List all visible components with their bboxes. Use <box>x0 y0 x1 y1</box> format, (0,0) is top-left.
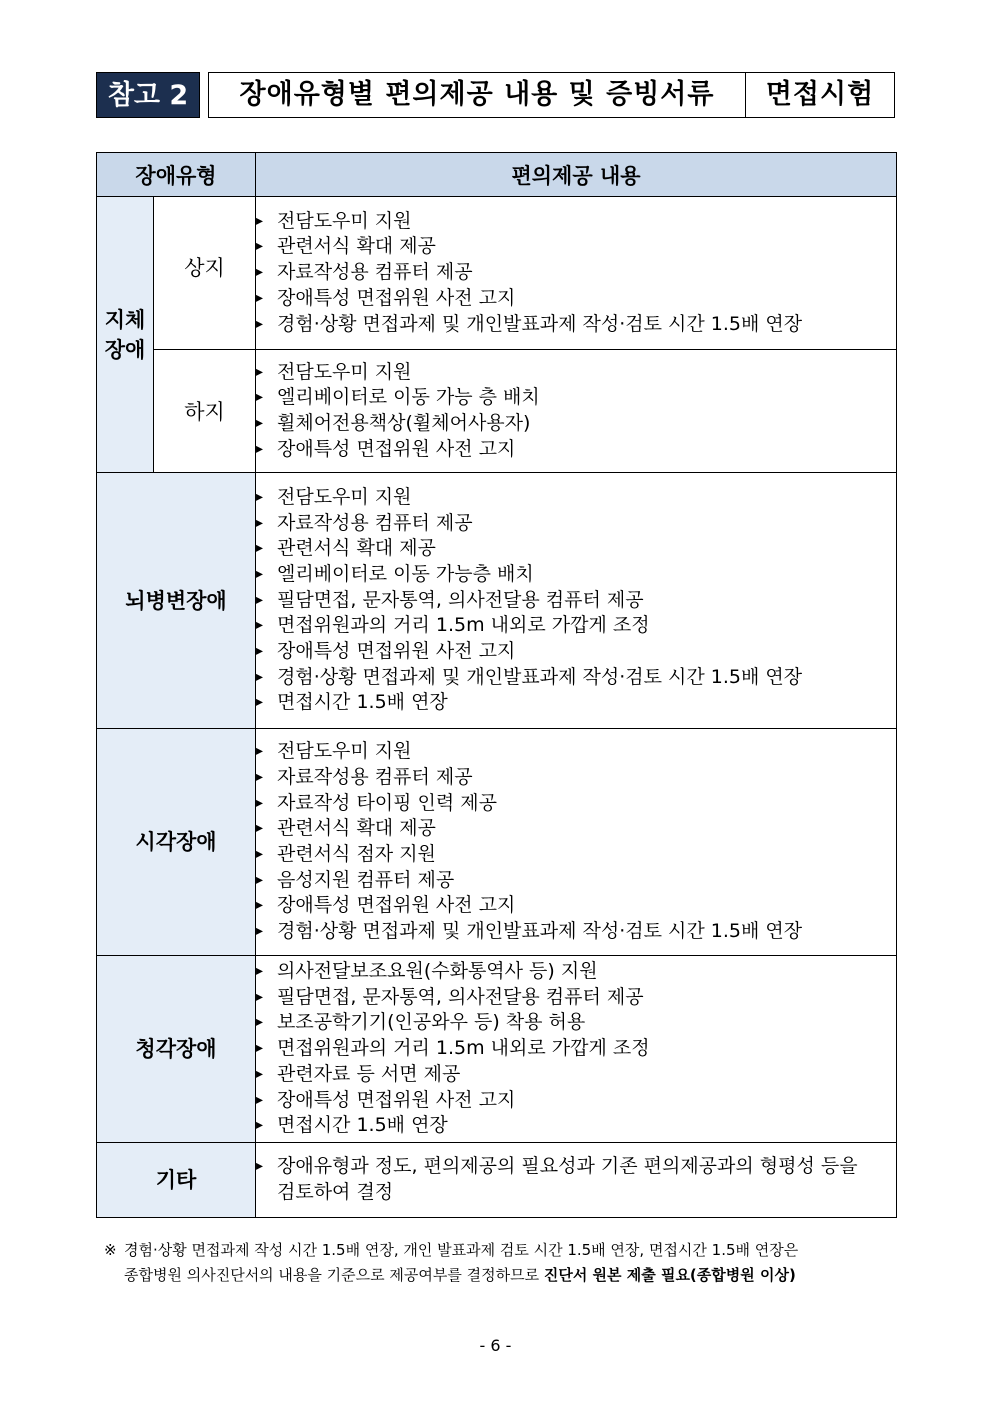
page-title: 장애유형별 편의제공 내용 및 증빙서류 <box>208 72 746 118</box>
list-item: ▸ 관련서식 확대 제공 <box>256 234 896 260</box>
table-row <box>97 729 897 956</box>
category-label: 지체 장애 <box>104 307 146 362</box>
footnote <box>104 1238 904 1288</box>
list-item: ▸ 경험·상황 면접과제 및 개인발표과제 작성·검토 시간 1.5배 연장 <box>256 665 896 691</box>
category-cell-brain: 뇌병변장애 <box>97 473 256 729</box>
list-item: ▸ 면접위원과의 거리 1.5m 내외로 가깝게 조정 <box>256 613 896 639</box>
column-header-type: 장애유형 <box>97 153 256 197</box>
list-item: ▸ 음성지원 컴퓨터 제공 <box>256 868 896 894</box>
list-item: ▸ 장애유형과 정도, 편의제공의 필요성과 기존 편의제공과의 형평성 등을 검토하여 결정 <box>256 1154 896 1205</box>
list-item: ▸ 관련서식 확대 제공 <box>256 536 896 562</box>
list-item: ▸ 관련자료 등 서면 제공 <box>256 1062 896 1088</box>
subcategory-cell-lower <box>154 350 256 473</box>
items-cell <box>256 473 897 729</box>
list-item: ▸ 경험·상황 면접과제 및 개인발표과제 작성·검토 시간 1.5배 연장 <box>256 312 896 338</box>
category-cell-physical <box>97 197 154 473</box>
category-cell-visual: 시각장애 <box>97 729 256 956</box>
list-item: ▸ 면접시간 1.5배 연장 <box>256 1113 896 1139</box>
table-header-row <box>97 153 897 197</box>
category-cell-other: 기타 <box>97 1143 256 1218</box>
subcategory-label: 상지 <box>184 256 225 280</box>
list-item: ▸ 자료작성 타이핑 인력 제공 <box>256 791 896 817</box>
footnote-emphasis: 진단서 원본 제출 필요(종합병원 이상) <box>543 1266 796 1284</box>
list-item: ▸ 휠체어전용책상(휠체어사용자) <box>256 411 896 437</box>
list-item: ▸ 의사전달보조요원(수화통역사 등) 지원 <box>256 959 896 985</box>
note-mark: ※ <box>104 1241 117 1259</box>
footnote-text: 종합병원 의사진단서의 내용을 기준으로 제공여부를 결정하므로 <box>124 1266 540 1284</box>
subcategory-label: 하지 <box>184 400 225 424</box>
items-cell <box>256 956 897 1143</box>
table-row <box>97 197 897 350</box>
items-cell <box>256 350 897 473</box>
list-item: ▸ 엘리베이터로 이동 가능층 배치 <box>256 562 896 588</box>
list-item: ▸ 전담도우미 지원 <box>256 485 896 511</box>
list-item: ▸ 경험·상황 면접과제 및 개인발표과제 작성·검토 시간 1.5배 연장 <box>256 919 896 945</box>
column-header-content: 편의제공 내용 <box>256 153 897 197</box>
list-item: ▸ 필담면접, 문자통역, 의사전달용 컴퓨터 제공 <box>256 588 896 614</box>
list-item: ▸ 자료작성용 컴퓨터 제공 <box>256 260 896 286</box>
list-item: ▸ 면접시간 1.5배 연장 <box>256 690 896 716</box>
list-item: ▸ 보조공학기기(인공와우 등) 착용 허용 <box>256 1010 896 1036</box>
list-item: ▸ 장애특성 면접위원 사전 고지 <box>256 893 896 919</box>
list-item: ▸ 관련서식 점자 지원 <box>256 842 896 868</box>
list-item: ▸ 자료작성용 컴퓨터 제공 <box>256 511 896 537</box>
list-item: ▸ 면접위원과의 거리 1.5m 내외로 가깝게 조정 <box>256 1036 896 1062</box>
items-cell <box>256 197 897 350</box>
list-item: ▸ 관련서식 확대 제공 <box>256 816 896 842</box>
section-tag: 면접시험 <box>745 72 895 118</box>
list-item: ▸ 장애특성 면접위원 사전 고지 <box>256 639 896 665</box>
table-row <box>97 350 897 473</box>
items-cell <box>256 729 897 956</box>
category-cell-hearing: 청각장애 <box>97 956 256 1143</box>
list-item: ▸ 필담면접, 문자통역, 의사전달용 컴퓨터 제공 <box>256 985 896 1011</box>
list-item: ▸ 장애특성 면접위원 사전 고지 <box>256 286 896 312</box>
page-header <box>96 72 895 118</box>
subcategory-cell-upper <box>154 197 256 350</box>
list-item: ▸ 전담도우미 지원 <box>256 209 896 235</box>
list-item: ▸ 자료작성용 컴퓨터 제공 <box>256 765 896 791</box>
list-item: ▸ 엘리베이터로 이동 가능 층 배치 <box>256 385 896 411</box>
footnote-line-2 <box>104 1263 904 1288</box>
reference-badge: 참고 2 <box>96 72 200 118</box>
footnote-line-1 <box>104 1238 904 1263</box>
table-row <box>97 956 897 1143</box>
list-item: ▸ 장애특성 면접위원 사전 고지 <box>256 1088 896 1114</box>
table-row <box>97 473 897 729</box>
page-number: - 6 - <box>479 1336 512 1355</box>
table-row <box>97 1143 897 1218</box>
list-item: ▸ 전담도우미 지원 <box>256 360 896 386</box>
footnote-text: 경험·상황 면접과제 작성 시간 1.5배 연장, 개인 발표과제 검토 시간 1.5배 연장, 면접시간 1.5배 연장은 <box>124 1241 799 1259</box>
list-item: ▸ 장애특성 면접위원 사전 고지 <box>256 437 896 463</box>
list-item: ▸ 전담도우미 지원 <box>256 739 896 765</box>
accommodation-table <box>96 152 897 1218</box>
items-cell <box>256 1143 897 1218</box>
